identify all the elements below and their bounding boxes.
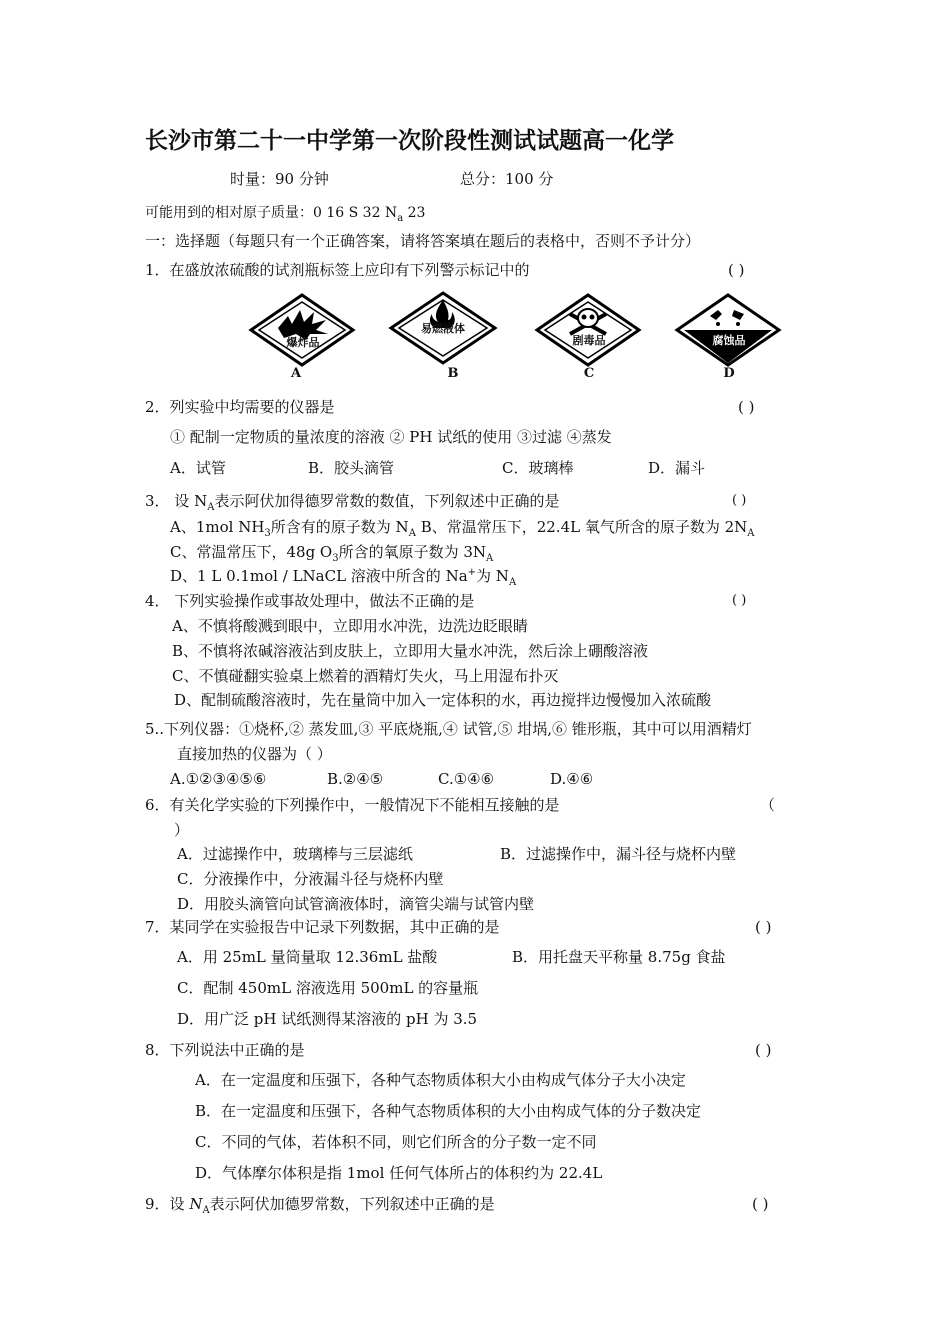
sign-text: 剧毒品: [572, 334, 606, 347]
option-6d: D．用胶头滴管向试管滴液体时，滴管尖端与试管内壁: [177, 895, 535, 913]
section-heading: 一：选择题（每题只有一个正确答案，请将答案填在题后的表格中，否则不予计分）: [145, 232, 701, 250]
option-3a: A、1mol $NH_3$所含有的原子数为 $N_A$ B、常温常压下，22.4L 氧气所含的原子数为 $2N_A$: [170, 518, 755, 539]
question-9-stem: 9．设 $N_A$表示阿伏加德罗常数，下列叙述中正确的是: [145, 1195, 495, 1216]
option-7c: C．配制 450mL 溶液选用 500mL 的容量瓶: [177, 979, 479, 997]
sign-flammable: [388, 290, 498, 366]
skull-icon: [534, 292, 642, 368]
page-title: 长沙市第二十一中学第一次阶段性测试试题高一化学: [145, 127, 674, 154]
corrosive-icon: [674, 292, 782, 368]
sign-corrosive: [674, 292, 782, 368]
question-8-stem: 8．下列说法中正确的是: [145, 1041, 305, 1059]
option-5a: A.①②③④⑤⑥: [170, 770, 267, 788]
answer-blank-7: ( ): [755, 918, 772, 936]
option-6b: B．过滤操作中，漏斗径与烧杯内壁: [500, 845, 737, 863]
option-2a: A．试管: [170, 459, 226, 477]
option-2c: C．玻璃棒: [502, 459, 574, 477]
option-7d: D．用广泛 pH 试纸测得某溶液的 pH 为 3.5: [177, 1010, 478, 1028]
atomic-mass-line: 可能用到的相对原子质量：0 16 S 32 $N_a$ 23: [145, 205, 426, 224]
question-5-stem-line2: 直接加热的仪器为（ ）: [177, 745, 332, 763]
sign-explosive: [248, 292, 356, 368]
option-7b: B．用托盘天平称量 8.75g 食盐: [512, 948, 726, 966]
question-5-stem: 5..下列仪器：①烧杯,② 蒸发皿,③ 平底烧瓶,④ 试管,⑤ 坩埚,⑥ 锥形瓶，其中可以用酒精灯: [145, 720, 752, 738]
option-2d: D．漏斗: [648, 459, 706, 477]
option-3d: D、1 L 0.1mol / LNaCL 溶液中所含的 Na+为 $N_A$: [170, 567, 517, 588]
answer-blank-3: ( ): [732, 493, 747, 508]
option-4c: C、不慎碰翻实验桌上燃着的酒精灯失火，马上用湿布扑灭: [172, 667, 559, 685]
question-4-stem: 4． 下列实验操作或事故处理中，做法不正确的是: [145, 592, 475, 610]
sign-letter-c: C: [583, 366, 595, 381]
sign-text: 爆炸品: [286, 336, 320, 349]
question-6-stem: 6．有关化学实验的下列操作中，一般情况下不能相互接触的是: [145, 796, 560, 814]
option-8c: C．不同的气体，若体积不同，则它们所含的分子数一定不同: [195, 1133, 597, 1151]
exam-total-score: 总分：100 分: [460, 170, 554, 188]
answer-blank-2: ( ): [738, 398, 755, 416]
option-8a: A．在一定温度和压强下，各种气态物质体积大小由构成气体分子大小决定: [195, 1071, 686, 1089]
option-8b: B．在一定温度和压强下，各种气态物质体积的大小由构成气体的分子数决定: [195, 1102, 702, 1120]
option-5d: D.④⑥: [550, 770, 594, 788]
option-4d: D、配制硫酸溶液时，先在量筒中加入一定体积的水，再边搅拌边慢慢加入浓硫酸: [174, 691, 712, 709]
sign-text: 易燃液体: [421, 322, 465, 335]
explosive-icon: [248, 292, 356, 368]
sign-toxic: [534, 292, 642, 368]
option-8d: D．气体摩尔体积是指 1mol 任何气体所占的体积约为 22.4L: [195, 1164, 603, 1182]
option-4a: A、不慎将酸溅到眼中，立即用水冲洗，边洗边眨眼睛: [172, 617, 528, 635]
answer-blank-6-open: （: [760, 796, 776, 814]
sign-letter-b: B: [447, 366, 459, 381]
option-5b: B.②④⑤: [327, 770, 384, 788]
question-1-stem: 1．在盛放浓硫酸的试剂瓶标签上应印有下列警示标记中的: [145, 261, 530, 279]
option-6a: A．过滤操作中，玻璃棒与三层滤纸: [177, 845, 413, 863]
sign-text: 腐蚀品: [712, 334, 746, 347]
option-5c: C.①④⑥: [438, 770, 495, 788]
option-3c: C、常温常压下，48g $O_3$所含的氧原子数为 $3N_A$: [170, 543, 494, 564]
sign-letter-d: D: [723, 366, 735, 381]
option-4b: B、不慎将浓碱溶液沾到皮肤上，立即用大量水冲洗，然后涂上硼酸溶液: [172, 642, 649, 660]
answer-blank-6-close: ）: [174, 821, 190, 839]
answer-blank-1: ( ): [728, 261, 745, 279]
answer-blank-8: ( ): [755, 1041, 772, 1059]
sign-letter-a: A: [290, 366, 302, 381]
option-2b: B．胶头滴管: [308, 459, 395, 477]
question-2-items: ① 配制一定物质的量浓度的溶液 ② PH 试纸的使用 ③过滤 ④蒸发: [170, 428, 612, 446]
option-7a: A．用 25mL 量筒量取 12.36mL 盐酸: [177, 948, 438, 966]
question-2-stem: 2．列实验中均需要的仪器是: [145, 398, 335, 416]
answer-blank-4: ( ): [732, 593, 747, 608]
option-6c: C．分液操作中，分液漏斗径与烧杯内壁: [177, 870, 444, 888]
answer-blank-9: ( ): [752, 1195, 769, 1213]
exam-time: 时量：90 分钟: [230, 170, 329, 188]
question-3-stem: 3． 设 $N_A$表示阿伏加得德罗常数的数值，下列叙述中正确的是: [145, 492, 560, 513]
question-7-stem: 7．某同学在实验报告中记录下列数据，其中正确的是: [145, 918, 500, 936]
